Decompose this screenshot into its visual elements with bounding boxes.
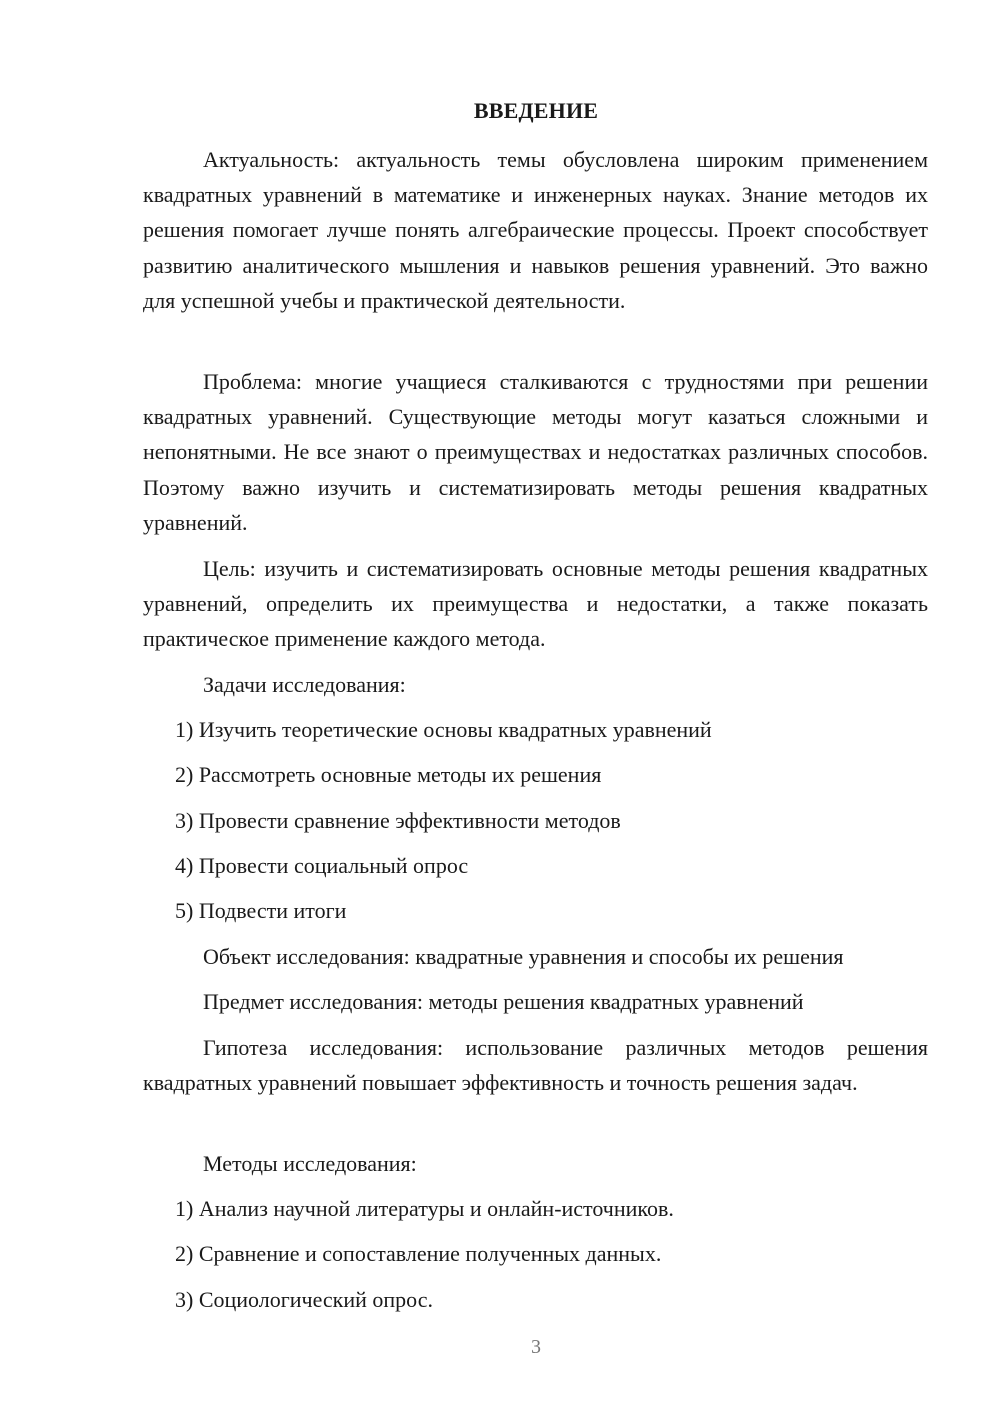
object-line: Объект исследования: квадратные уравнения и способы их решения <box>203 944 844 969</box>
task-item-4: 4) Провести социальный опрос <box>175 853 469 878</box>
relevance-paragraph: Актуальность: актуальность темы обусловлена широким применением квадратных уравнений в математике и инженерных науках. Знание методов их решения помогает лучше понять алгебраические процессы. Проект способствует развитию аналитического мышления и навыков решения уравнений. Это важно для успешной учебы и практической деятельности. <box>143 147 928 313</box>
tasks-heading: Задачи исследования: <box>203 672 406 697</box>
hypothesis-paragraph: Гипотеза исследования: использование различных методов решения квадратных уравнений повышает эффективность и точность решения задач. <box>143 1035 928 1096</box>
task-item-3: 3) Провести сравнение эффективности методов <box>175 808 621 833</box>
method-item-2: 2) Сравнение и сопоставление полученных данных. <box>175 1241 662 1266</box>
page-number: 3 <box>531 1336 541 1358</box>
task-item-5: 5) Подвести итоги <box>175 898 347 923</box>
task-item-1: 1) Изучить теоретические основы квадратных уравнений <box>175 717 712 742</box>
subject-line: Предмет исследования: методы решения квадратных уравнений <box>203 989 804 1014</box>
method-item-3: 3) Социологический опрос. <box>175 1287 433 1312</box>
problem-paragraph: Проблема: многие учащиеся сталкиваются с трудностями при решении квадратных уравнений. Существующие методы могут казаться сложными и непонятными. Не все знают о преимуществах и недостатках различных способов. Поэтому важно изучить и систематизировать методы решения квадратных уравнений. <box>143 369 928 535</box>
page-title: ВВЕДЕНИЕ <box>473 98 599 123</box>
method-item-1: 1) Анализ научной литературы и онлайн-источников. <box>175 1196 674 1221</box>
task-item-2: 2) Рассмотреть основные методы их решения <box>175 762 602 787</box>
goal-paragraph: Цель: изучить и систематизировать основные методы решения квадратных уравнений, определить их преимущества и недостатки, а также показать практическое применение каждого метода. <box>143 556 928 652</box>
methods-heading: Методы исследования: <box>203 1151 417 1176</box>
